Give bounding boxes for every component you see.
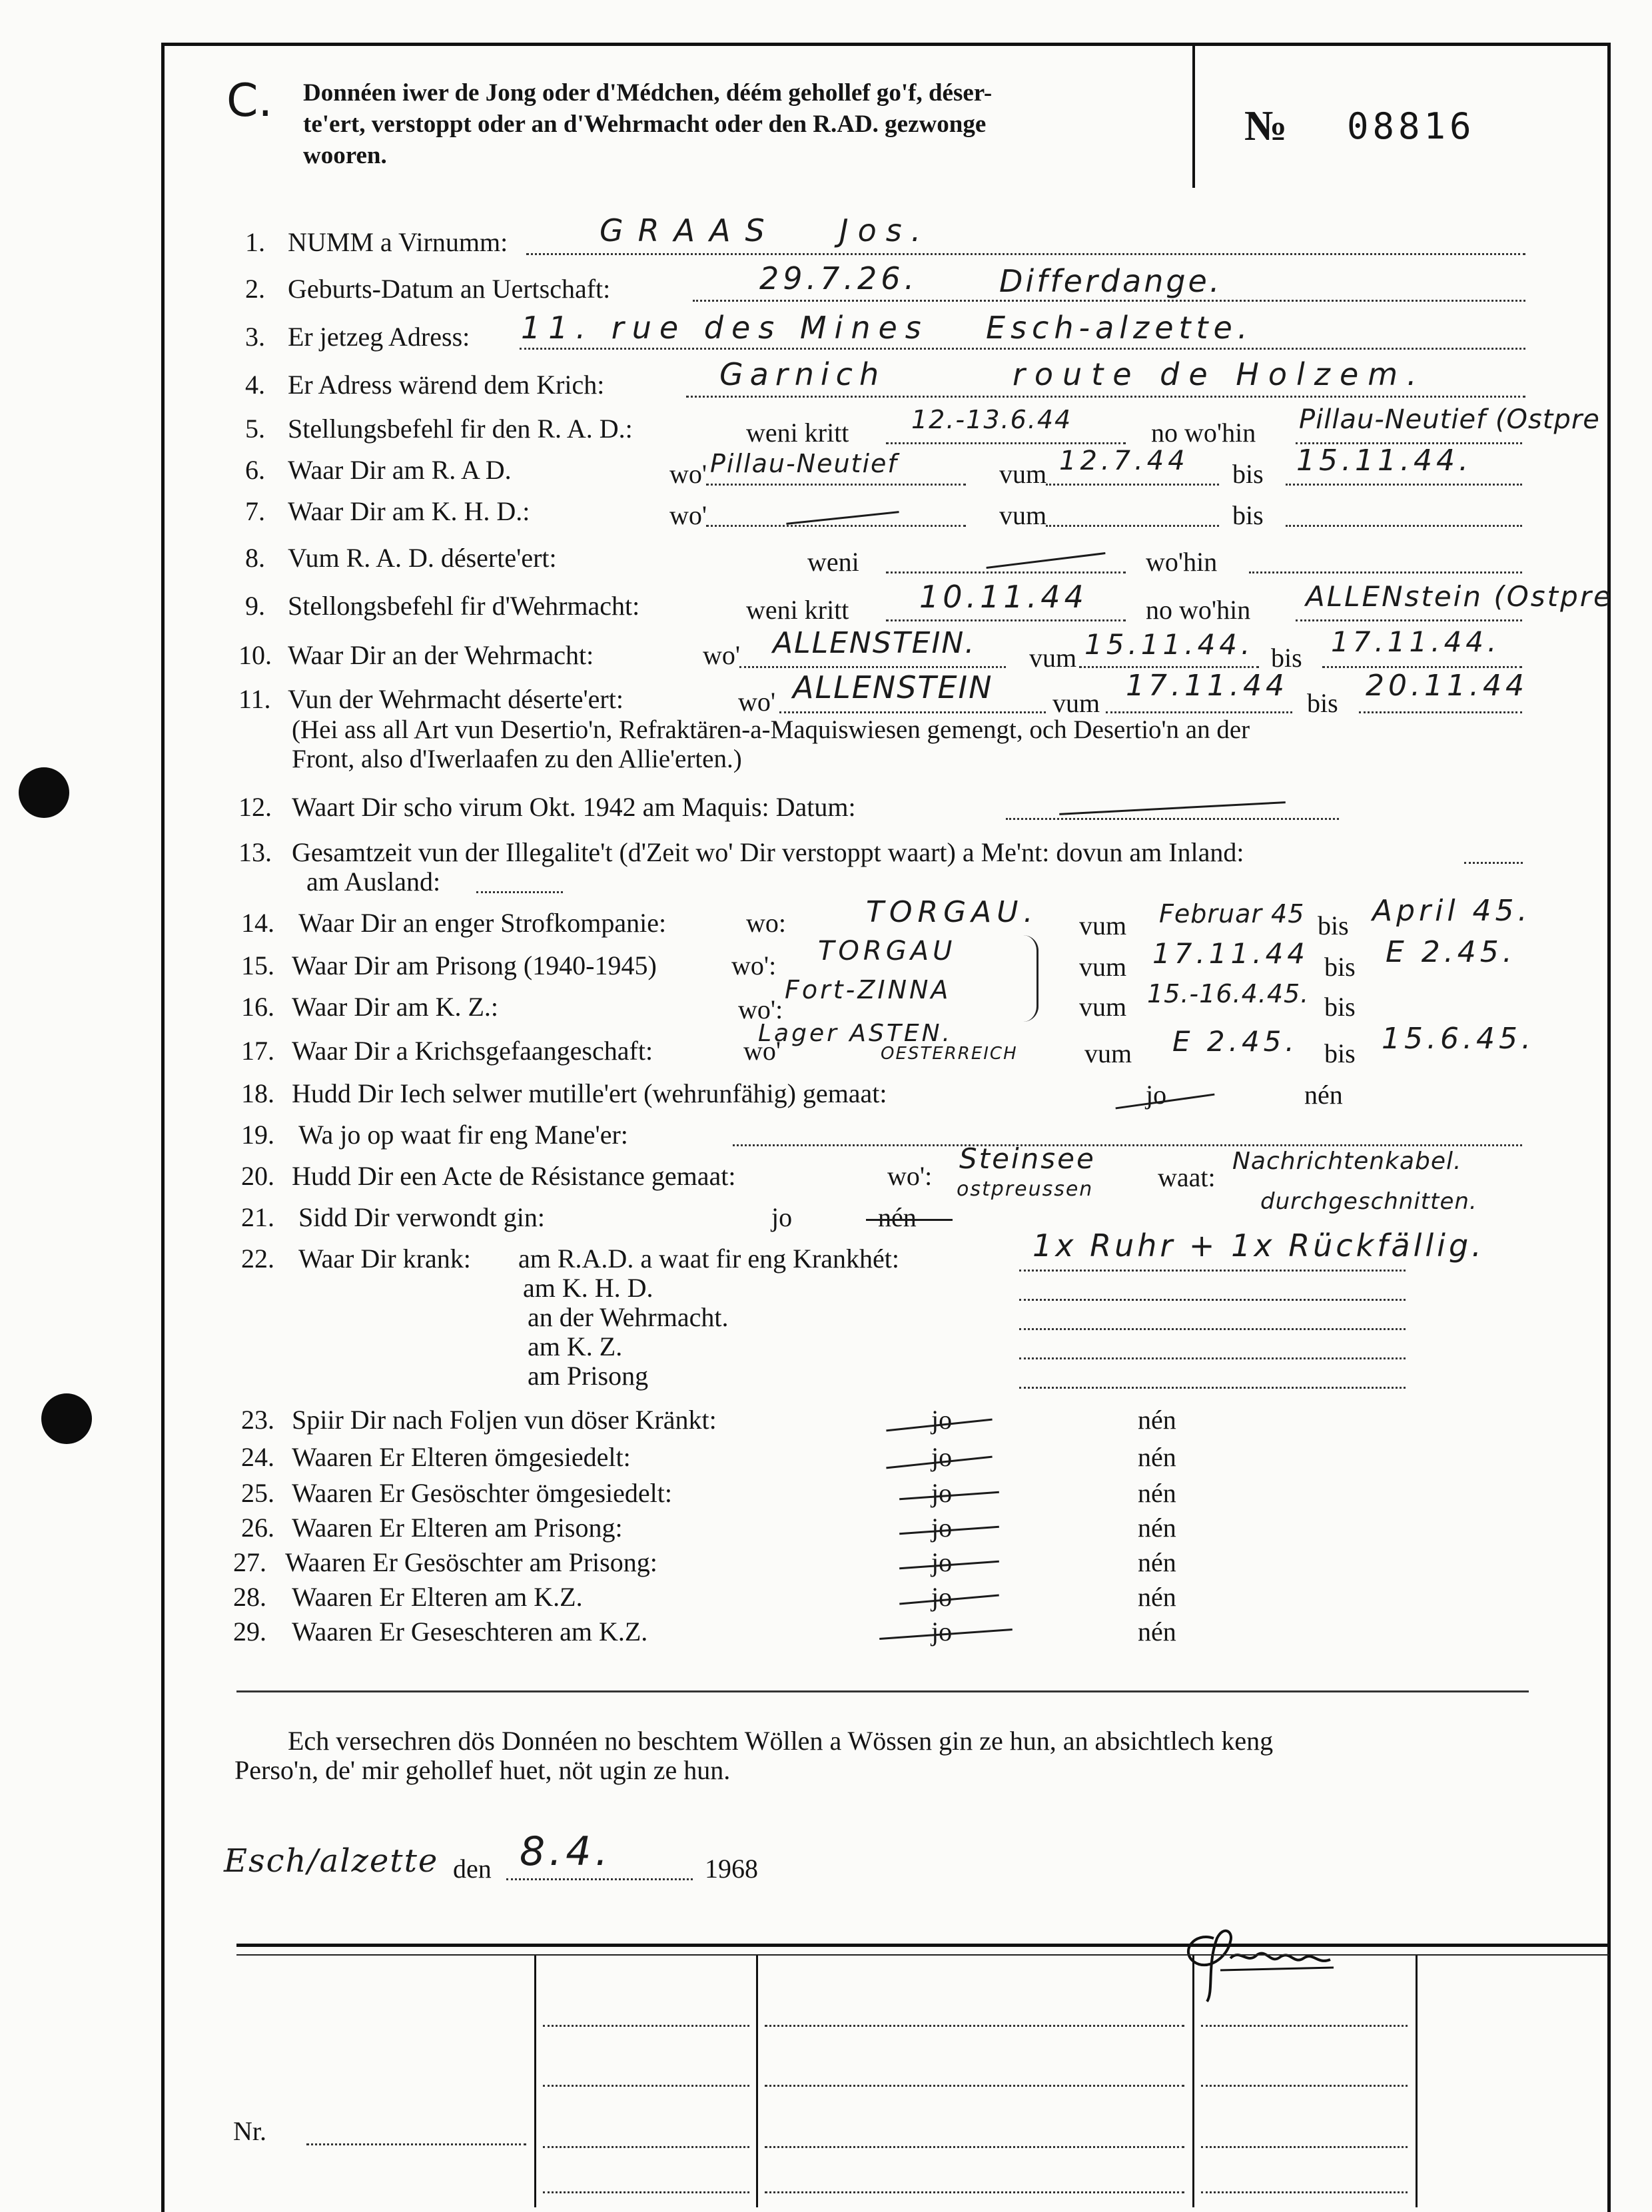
- number-symbol: №: [1244, 102, 1288, 149]
- q16-to-label: bis: [1324, 992, 1356, 1022]
- table-row-line-1: [543, 2025, 749, 2027]
- q17-from[interactable]: E 2.45.: [1172, 1025, 1298, 1058]
- q4-line: [686, 396, 1525, 398]
- q28-no[interactable]: nén: [1138, 1582, 1176, 1612]
- q21-label: Sidd Dir verwondt gin:: [298, 1202, 545, 1232]
- signature-year: 1968: [705, 1854, 758, 1884]
- q18-yes[interactable]: jo: [1146, 1080, 1167, 1110]
- q5-when[interactable]: 12.-13.6.44: [911, 405, 1072, 434]
- q8-when-label: weni: [807, 547, 859, 577]
- q11-from[interactable]: 17.11.44: [1126, 669, 1288, 703]
- table-row-line-2: [543, 2085, 749, 2087]
- q13-abroad-label: am Ausland:: [306, 867, 441, 897]
- q3-line: [520, 348, 1525, 350]
- q18-number: 18.: [241, 1078, 274, 1108]
- q24-yes[interactable]: jo: [931, 1442, 953, 1472]
- q3-number: 3.: [245, 322, 265, 352]
- q11-to-label: bis: [1307, 688, 1338, 718]
- q6-from-label: vum: [999, 459, 1047, 489]
- q14-where[interactable]: TORGAU.: [866, 895, 1038, 929]
- header-divider: [1192, 44, 1195, 188]
- q22-prison-line: [1019, 1387, 1406, 1389]
- q1-label: NUMM a Virnumm:: [288, 227, 508, 257]
- q15-to[interactable]: E 2.45.: [1386, 935, 1516, 969]
- q6-label: Waar Dir am R. A D.: [288, 455, 512, 485]
- table-col-1: [534, 1956, 536, 2207]
- q9-label: Stellongsbefehl fir d'Wehrmacht:: [288, 591, 640, 621]
- q24-number: 24.: [241, 1442, 274, 1472]
- q10-to-line: [1322, 666, 1522, 668]
- q10-from-label: vum: [1029, 643, 1077, 673]
- table-row-line-9: [1201, 2146, 1408, 2148]
- q7-from-line: [1046, 525, 1219, 527]
- q17-from-label: vum: [1084, 1038, 1132, 1068]
- q11-where[interactable]: ALLENSTEIN: [793, 669, 993, 705]
- table-col-4: [1416, 1956, 1418, 2207]
- q22-khd-line: [1019, 1299, 1406, 1301]
- q10-where[interactable]: ALLENSTEIN.: [773, 626, 976, 660]
- q29-number: 29.: [233, 1617, 266, 1647]
- q8-label: Vum R. A. D. déserte'ert:: [288, 543, 557, 573]
- q28-number: 28.: [233, 1582, 266, 1612]
- q4-street[interactable]: route de Holzem.: [1013, 356, 1426, 392]
- q26-yes[interactable]: jo: [931, 1513, 953, 1543]
- q22-prison-label: am Prisong: [528, 1361, 649, 1391]
- q2-birthplace[interactable]: Differdange.: [999, 263, 1222, 299]
- form-title-line-3: wooren.: [303, 142, 387, 169]
- q15-where[interactable]: TORGAU: [818, 936, 957, 966]
- q20-where-region[interactable]: ostpreussen: [957, 1178, 1094, 1201]
- q27-number: 27.: [233, 1547, 266, 1577]
- q21-number: 21.: [241, 1202, 274, 1232]
- declaration-line-1: Ech versechren dös Donnéen no beschtem Wöllen a Wössen gin ze hun, an absichtlech keng: [288, 1726, 1274, 1756]
- table-top-rule-thin: [236, 1954, 1609, 1956]
- q5-where-label: no wo'hin: [1151, 418, 1256, 448]
- q13-abroad-line: [476, 891, 563, 893]
- q16-label: Waar Dir am K. Z.:: [292, 992, 498, 1022]
- q22-rad-label: am R.A.D. a waat fir eng Krankhét:: [518, 1244, 900, 1274]
- q3-city[interactable]: Esch-alzette.: [986, 310, 1253, 346]
- q22-rad-line: [1019, 1270, 1406, 1272]
- table-top-rule: [236, 1944, 1609, 1947]
- q22-kz-label: am K. Z.: [528, 1331, 623, 1361]
- q14-label: Waar Dir an enger Strofkompanie:: [298, 908, 667, 938]
- q11-where-label: wo': [738, 687, 776, 717]
- q10-from[interactable]: 15.11.44.: [1084, 628, 1254, 661]
- q20-number: 20.: [241, 1161, 274, 1191]
- q29-yes[interactable]: jo: [931, 1617, 953, 1647]
- table-row-line-7: [1201, 2025, 1408, 2027]
- q11-note-line-2: Front, also d'Iwerlaafen zu den Allie'erten.): [292, 745, 742, 773]
- q29-label: Waaren Er Geseschteren am K.Z.: [292, 1617, 648, 1647]
- q26-number: 26.: [241, 1513, 274, 1543]
- q17-where[interactable]: Lager ASTEN.: [758, 1020, 953, 1047]
- q28-yes[interactable]: jo: [931, 1582, 953, 1612]
- q28-label: Waaren Er Elteren am K.Z.: [292, 1582, 583, 1612]
- q20-where[interactable]: Steinsee: [959, 1142, 1096, 1175]
- punch-hole-top: [19, 767, 69, 818]
- q17-to-label: bis: [1324, 1038, 1356, 1068]
- q12-line: [1006, 818, 1339, 820]
- q7-where-line: [706, 525, 966, 527]
- form-title-line-2: te'ert, verstoppt oder an d'Wehrmacht oder den R.AD. gezwonge: [303, 111, 987, 138]
- q10-to[interactable]: 17.11.44.: [1331, 625, 1501, 658]
- section-letter: C.: [226, 75, 273, 127]
- section-separator: [236, 1690, 1529, 1692]
- q10-from-line: [1079, 666, 1259, 668]
- q8-number: 8.: [245, 543, 265, 573]
- q14-to-label: bis: [1318, 911, 1349, 940]
- q6-from[interactable]: 12.7.44: [1059, 446, 1189, 476]
- q14-where-label: wo:: [746, 908, 786, 938]
- punch-hole-bottom: [41, 1393, 92, 1444]
- q20-what[interactable]: Nachrichtenkabel.: [1232, 1148, 1462, 1175]
- q22-number: 22.: [241, 1244, 274, 1274]
- q6-where[interactable]: Pillau-Neutief: [710, 449, 898, 478]
- q18-label: Hudd Dir Iech selwer mutille'ert (wehrunfähig) gemaat:: [292, 1078, 887, 1108]
- q7-to-label: bis: [1232, 500, 1264, 530]
- q21-no-strike: [866, 1219, 953, 1221]
- q16-where-label: wo':: [738, 994, 783, 1024]
- q25-number: 25.: [241, 1478, 274, 1508]
- q1-number: 1.: [245, 227, 265, 257]
- q6-number: 6.: [245, 455, 265, 485]
- q23-number: 23.: [241, 1405, 274, 1435]
- q6-where-label: wo': [669, 459, 707, 489]
- q7-label: Waar Dir am K. H. D.:: [288, 496, 530, 526]
- q25-no[interactable]: nén: [1138, 1478, 1176, 1508]
- q13-inland-line: [1464, 862, 1523, 864]
- table-row-line-3: [543, 2146, 749, 2148]
- q7-where-label: wo': [669, 500, 707, 530]
- q26-no[interactable]: nén: [1138, 1513, 1176, 1543]
- q20-what-label: waat:: [1158, 1162, 1216, 1192]
- q29-no[interactable]: nén: [1138, 1617, 1176, 1647]
- q3-label: Er jetzeg Adress:: [288, 322, 470, 352]
- q23-label: Spiir Dir nach Foljen vun döser Kränkt:: [292, 1405, 717, 1435]
- table-row-line-11: [765, 2191, 1184, 2193]
- q2-birthdate[interactable]: 29.7.26.: [759, 260, 919, 296]
- q9-when-line: [886, 619, 1126, 621]
- q10-to-label: bis: [1271, 643, 1302, 673]
- date-line: [506, 1878, 693, 1880]
- q14-from-label: vum: [1079, 911, 1127, 940]
- q11-to-line: [1359, 711, 1522, 713]
- q23-yes[interactable]: jo: [931, 1405, 953, 1435]
- q5-when-label: weni kritt: [746, 418, 849, 448]
- q22-kz-line: [1019, 1357, 1406, 1359]
- table-row-line-8: [1201, 2085, 1408, 2087]
- q14-number: 14.: [241, 908, 274, 938]
- q16-from-label: vum: [1079, 992, 1127, 1022]
- q6-to[interactable]: 15.11.44.: [1296, 444, 1472, 478]
- q10-where-label: wo': [703, 640, 741, 670]
- q27-label: Waaren Er Gesöschter am Prisong:: [285, 1547, 657, 1577]
- q14-from[interactable]: Februar 45: [1159, 899, 1305, 928]
- q16-from[interactable]: 15.-16.4.45.: [1147, 979, 1310, 1008]
- q17-where-country[interactable]: OESTERREICH: [881, 1044, 1018, 1064]
- q11-from-label: vum: [1052, 688, 1100, 718]
- q4-label: Er Adress wärend dem Krich:: [288, 370, 605, 400]
- q7-number: 7.: [245, 496, 265, 526]
- q8-where-label: wo'hin: [1146, 547, 1218, 577]
- q13-number: 13.: [238, 837, 272, 867]
- form-title: [303, 77, 992, 171]
- q1-line: [526, 253, 1525, 255]
- table-row-line-12: [1201, 2191, 1408, 2193]
- q5-label: Stellungsbefehl fir den R. A. D.:: [288, 414, 633, 444]
- q8-when-line: [886, 571, 1126, 573]
- q2-label: Geburts-Datum an Uertschaft:: [288, 274, 611, 304]
- q13-label: Gesamtzeit vun der Illegalite't (d'Zeit wo' Dir verstoppt waart) a Me'nt: dovun am Inland:: [292, 837, 1244, 867]
- q9-number: 9.: [245, 591, 265, 621]
- signature-date[interactable]: 8.4.: [520, 1828, 612, 1875]
- table-row-line-10: [543, 2191, 749, 2193]
- signature[interactable]: [1167, 1912, 1360, 2005]
- q2-number: 2.: [245, 274, 265, 304]
- q5-where[interactable]: Pillau-Neutief (Ostpre: [1299, 404, 1600, 435]
- q27-no[interactable]: nén: [1138, 1547, 1176, 1577]
- q5-number: 5.: [245, 414, 265, 444]
- q10-number: 10.: [238, 640, 272, 670]
- q22-wehrmacht-label: an der Wehrmacht.: [528, 1302, 729, 1332]
- q7-to-line: [1286, 525, 1522, 527]
- q14-16-bracket: [1023, 935, 1038, 1022]
- table-row-line-4: [765, 2025, 1184, 2027]
- q8-where-line: [1249, 571, 1522, 573]
- q15-where-label: wo':: [731, 950, 777, 980]
- table-row-line-5: [765, 2085, 1184, 2087]
- q15-label: Waar Dir am Prisong (1940-1945): [292, 950, 657, 980]
- q22-rad-illness[interactable]: 1x Ruhr + 1x Rückfällig.: [1032, 1228, 1485, 1264]
- q21-yes[interactable]: jo: [771, 1202, 793, 1232]
- q1-firstname[interactable]: Jos.: [839, 212, 931, 248]
- declaration-line-2: Perso'n, de' mir gehollef huet, nöt ugin ze hun.: [234, 1755, 731, 1785]
- q19-label: Wa jo op waat fir eng Mane'er:: [298, 1120, 628, 1150]
- q17-to[interactable]: 15.6.45.: [1382, 1022, 1535, 1056]
- q20-label: Hudd Dir een Acte de Résistance gemaat:: [292, 1161, 736, 1191]
- signature-place[interactable]: Esch/alzette: [224, 1842, 439, 1880]
- q21-no[interactable]: nén: [878, 1202, 917, 1232]
- table-col-2: [756, 1956, 758, 2207]
- q25-yes[interactable]: jo: [931, 1478, 953, 1508]
- q23-no[interactable]: nén: [1138, 1405, 1176, 1435]
- q9-where-line: [1296, 619, 1522, 621]
- q6-from-line: [1046, 484, 1219, 486]
- q11-note-line-1: (Hei ass all Art vun Desertio'n, Refraktären-a-Maquiswiesen gemengt, och Desertio'n an der: [292, 715, 1250, 744]
- q3-address[interactable]: 11. rue des Mines: [521, 310, 929, 346]
- form-title-line-1: Donnéen iwer de Jong oder d'Médchen, déém gehollef go'f, déser-: [303, 79, 993, 107]
- q12-number: 12.: [238, 792, 272, 822]
- q15-number: 15.: [241, 950, 274, 980]
- den-label: den: [453, 1854, 492, 1884]
- form-number: 08816: [1347, 105, 1475, 147]
- q9-where[interactable]: ALLENstein (Ostpre: [1306, 580, 1613, 613]
- q25-label: Waaren Er Gesöschter ömgesiedelt:: [292, 1478, 672, 1508]
- q9-where-label: no wo'hin: [1146, 595, 1251, 625]
- q19-number: 19.: [241, 1120, 274, 1150]
- q24-no[interactable]: nén: [1138, 1442, 1176, 1472]
- q10-label: Waar Dir an der Wehrmacht:: [288, 640, 594, 670]
- q11-where-line: [779, 711, 1046, 713]
- q6-to-line: [1286, 484, 1522, 486]
- q17-where-label: wo': [743, 1036, 781, 1066]
- q22-label: Waar Dir krank:: [298, 1244, 471, 1274]
- q11-to[interactable]: 20.11.44: [1366, 669, 1528, 703]
- q11-from-line: [1106, 711, 1292, 713]
- q7-from-label: vum: [999, 500, 1047, 530]
- q14-to[interactable]: April 45.: [1372, 894, 1531, 928]
- q12-label: Waart Dir scho virum Okt. 1942 am Maquis: Datum:: [292, 792, 856, 822]
- q2-line: [693, 300, 1525, 302]
- table-col-3: [1192, 1956, 1194, 2207]
- q17-label: Waar Dir a Krichsgefaangeschaft:: [292, 1036, 653, 1066]
- q15-to-label: bis: [1324, 952, 1356, 982]
- q9-when-label: weni kritt: [746, 595, 849, 625]
- q17-number: 17.: [241, 1036, 274, 1066]
- q15-from[interactable]: 17.11.44: [1152, 937, 1310, 970]
- table-row-line-6: [765, 2146, 1184, 2148]
- q11-number: 11.: [238, 684, 271, 714]
- q18-no[interactable]: nén: [1304, 1080, 1343, 1110]
- q27-yes[interactable]: jo: [931, 1547, 953, 1577]
- q26-label: Waaren Er Elteren am Prisong:: [292, 1513, 623, 1543]
- q4-town[interactable]: Garnich: [719, 356, 886, 392]
- q16-where[interactable]: Fort-ZINNA: [785, 975, 951, 1004]
- q16-number: 16.: [241, 992, 274, 1022]
- q6-to-label: bis: [1232, 459, 1264, 489]
- nr-line: [306, 2143, 526, 2145]
- q9-when[interactable]: 10.11.44: [919, 579, 1088, 615]
- q1-name[interactable]: GRAAS: [600, 212, 779, 248]
- q20-what-2[interactable]: durchgeschnitten.: [1260, 1188, 1477, 1215]
- q20-where-label: wo':: [887, 1161, 933, 1191]
- q6-where-line: [706, 484, 966, 486]
- q4-number: 4.: [245, 370, 265, 400]
- q10-where-line: [739, 666, 1006, 668]
- signature-graphic: [1167, 1912, 1360, 2005]
- q22-khd-label: am K. H. D.: [523, 1273, 653, 1303]
- nr-label: Nr.: [233, 2116, 266, 2146]
- q24-label: Waaren Er Elteren ömgesiedelt:: [292, 1442, 631, 1472]
- q15-from-label: vum: [1079, 952, 1127, 982]
- q22-wehrmacht-line: [1019, 1328, 1406, 1330]
- q11-label: Vun der Wehrmacht déserte'ert:: [288, 684, 623, 714]
- q5-when-line: [886, 442, 1126, 444]
